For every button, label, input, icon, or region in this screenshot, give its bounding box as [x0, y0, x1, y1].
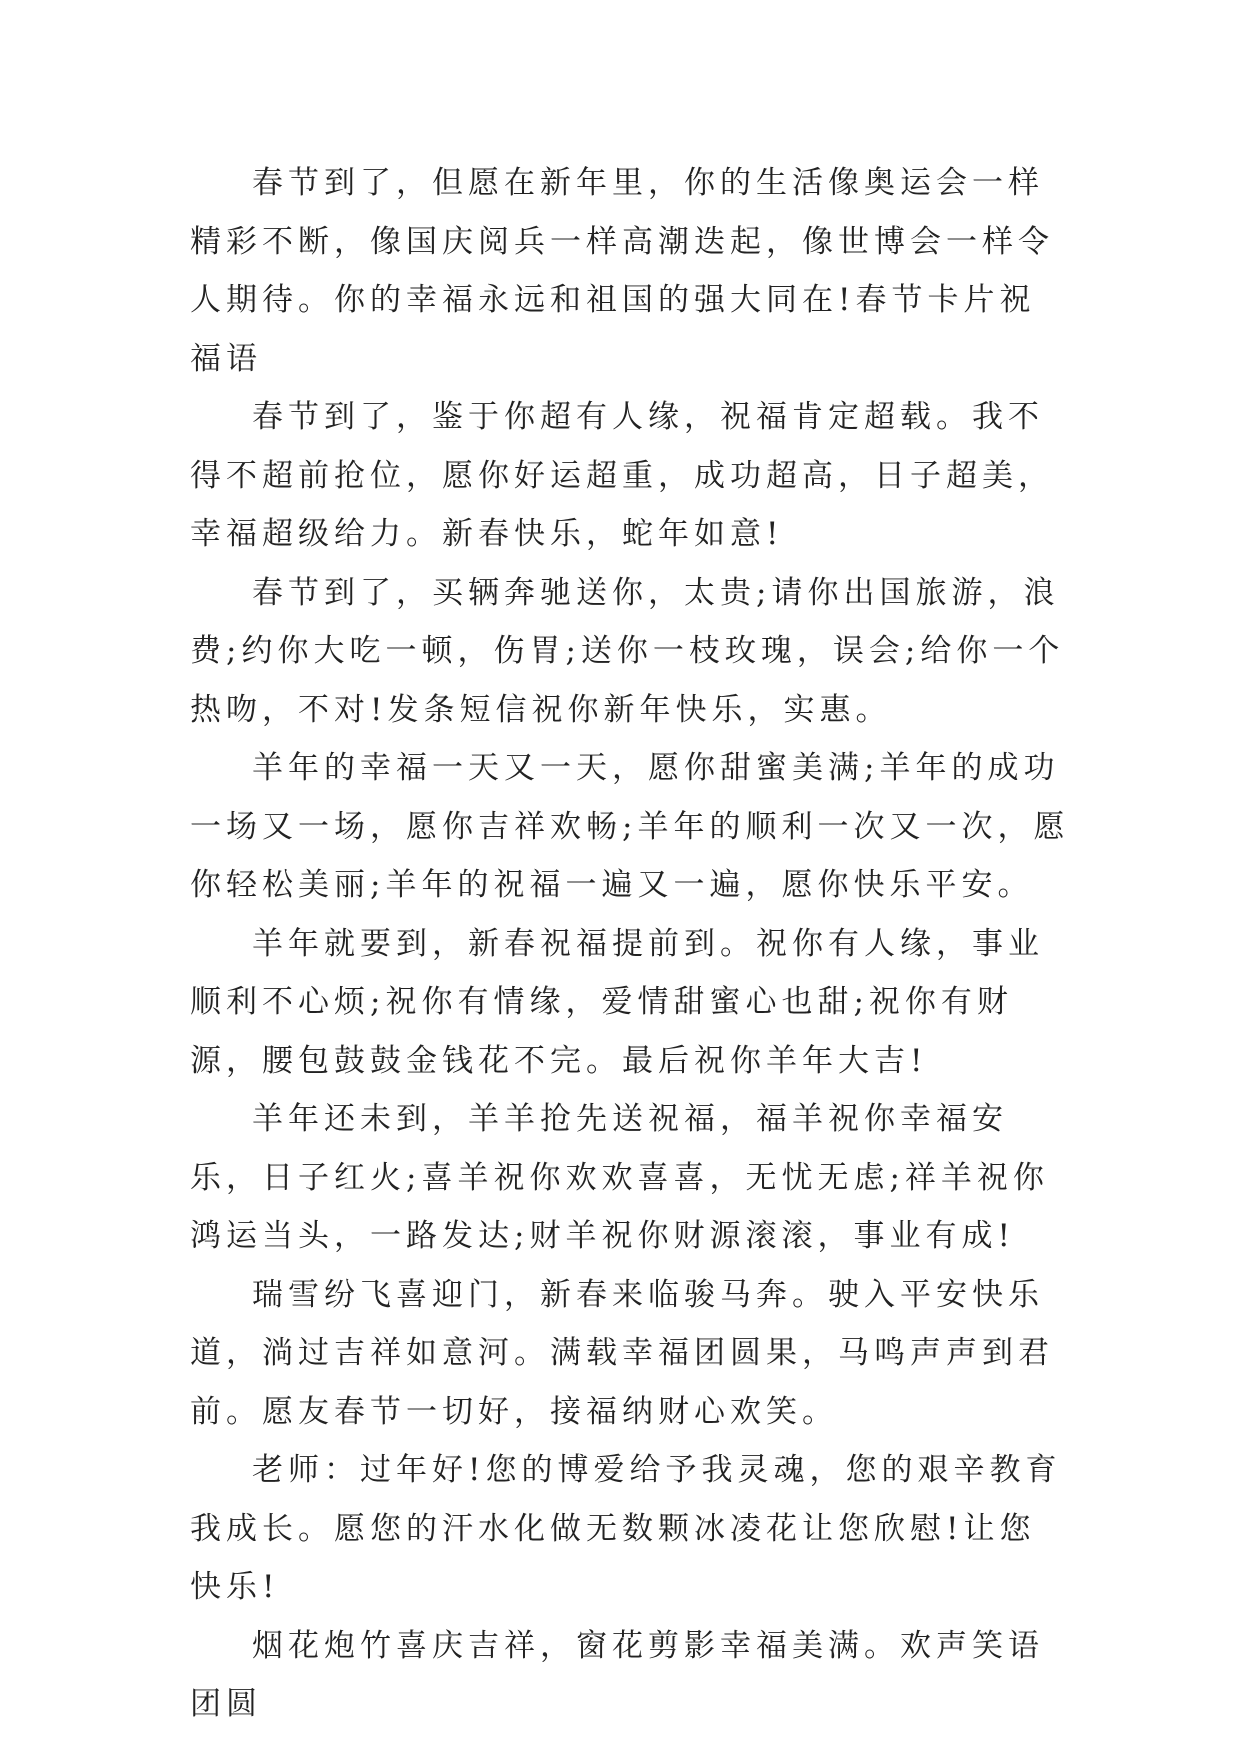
document-body	[190, 154, 1070, 1734]
paragraph-7: 瑞雪纷飞喜迎门，新春来临骏马奔。驶入平安快乐道，淌过吉祥如意河。满载幸福团圆果，马鸣声声到君前。愿友春节一切好，接福纳财心欢笑。	[190, 1276, 1054, 1430]
paragraph-3: 春节到了，买辆奔驰送你，太贵;请你出国旅游，浪费;约你大吃一顿，伤胃;送你一枝玫瑰，误会;给你一个热吻，不对!发条短信祝你新年快乐，实惠。	[190, 574, 1065, 728]
paragraph-4: 羊年的幸福一天又一天，愿你甜蜜美满;羊年的成功一场又一场，愿你吉祥欢畅;羊年的顺利一次又一次，愿你轻松美丽;羊年的祝福一遍又一遍，愿你快乐平安。	[190, 750, 1070, 903]
paragraph-8: 老师：过年好!您的博爱给予我灵魂，您的艰辛教育我成长。愿您的汗水化做无数颗冰凌花让您欣慰!让您快乐!	[190, 1452, 1062, 1605]
paragraph-2: 春节到了，鉴于你超有人缘，祝福肯定超载。我不得不超前抢位，愿你好运超重，成功超高，日子超美，幸福超级给力。新春快乐，蛇年如意!	[190, 399, 1054, 552]
paragraph-6: 羊年还未到，羊羊抢先送祝福，福羊祝你幸福安乐，日子红火;喜羊祝你欢欢喜喜，无忧无虑;祥羊祝你鸿运当头，一路发达;财羊祝你财源滚滚，事业有成!	[190, 1101, 1049, 1254]
paragraph-1: 春节到了，但愿在新年里，你的生活像奥运会一样精彩不断，像国庆阅兵一样高潮迭起，像世博会一样令人期待。你的幸福永远和祖国的强大同在!春节卡片祝福语	[190, 165, 1054, 377]
paragraph-5: 羊年就要到，新春祝福提前到。祝你有人缘，事业顺利不心烦;祝你有情缘，爱情甜蜜心也甜;祝你有财源，腰包鼓鼓金钱花不完。最后祝你羊年大吉!	[190, 925, 1044, 1079]
paragraph-9: 烟花炮竹喜庆吉祥，窗花剪影幸福美满。欢声笑语团圆	[190, 1627, 1044, 1722]
